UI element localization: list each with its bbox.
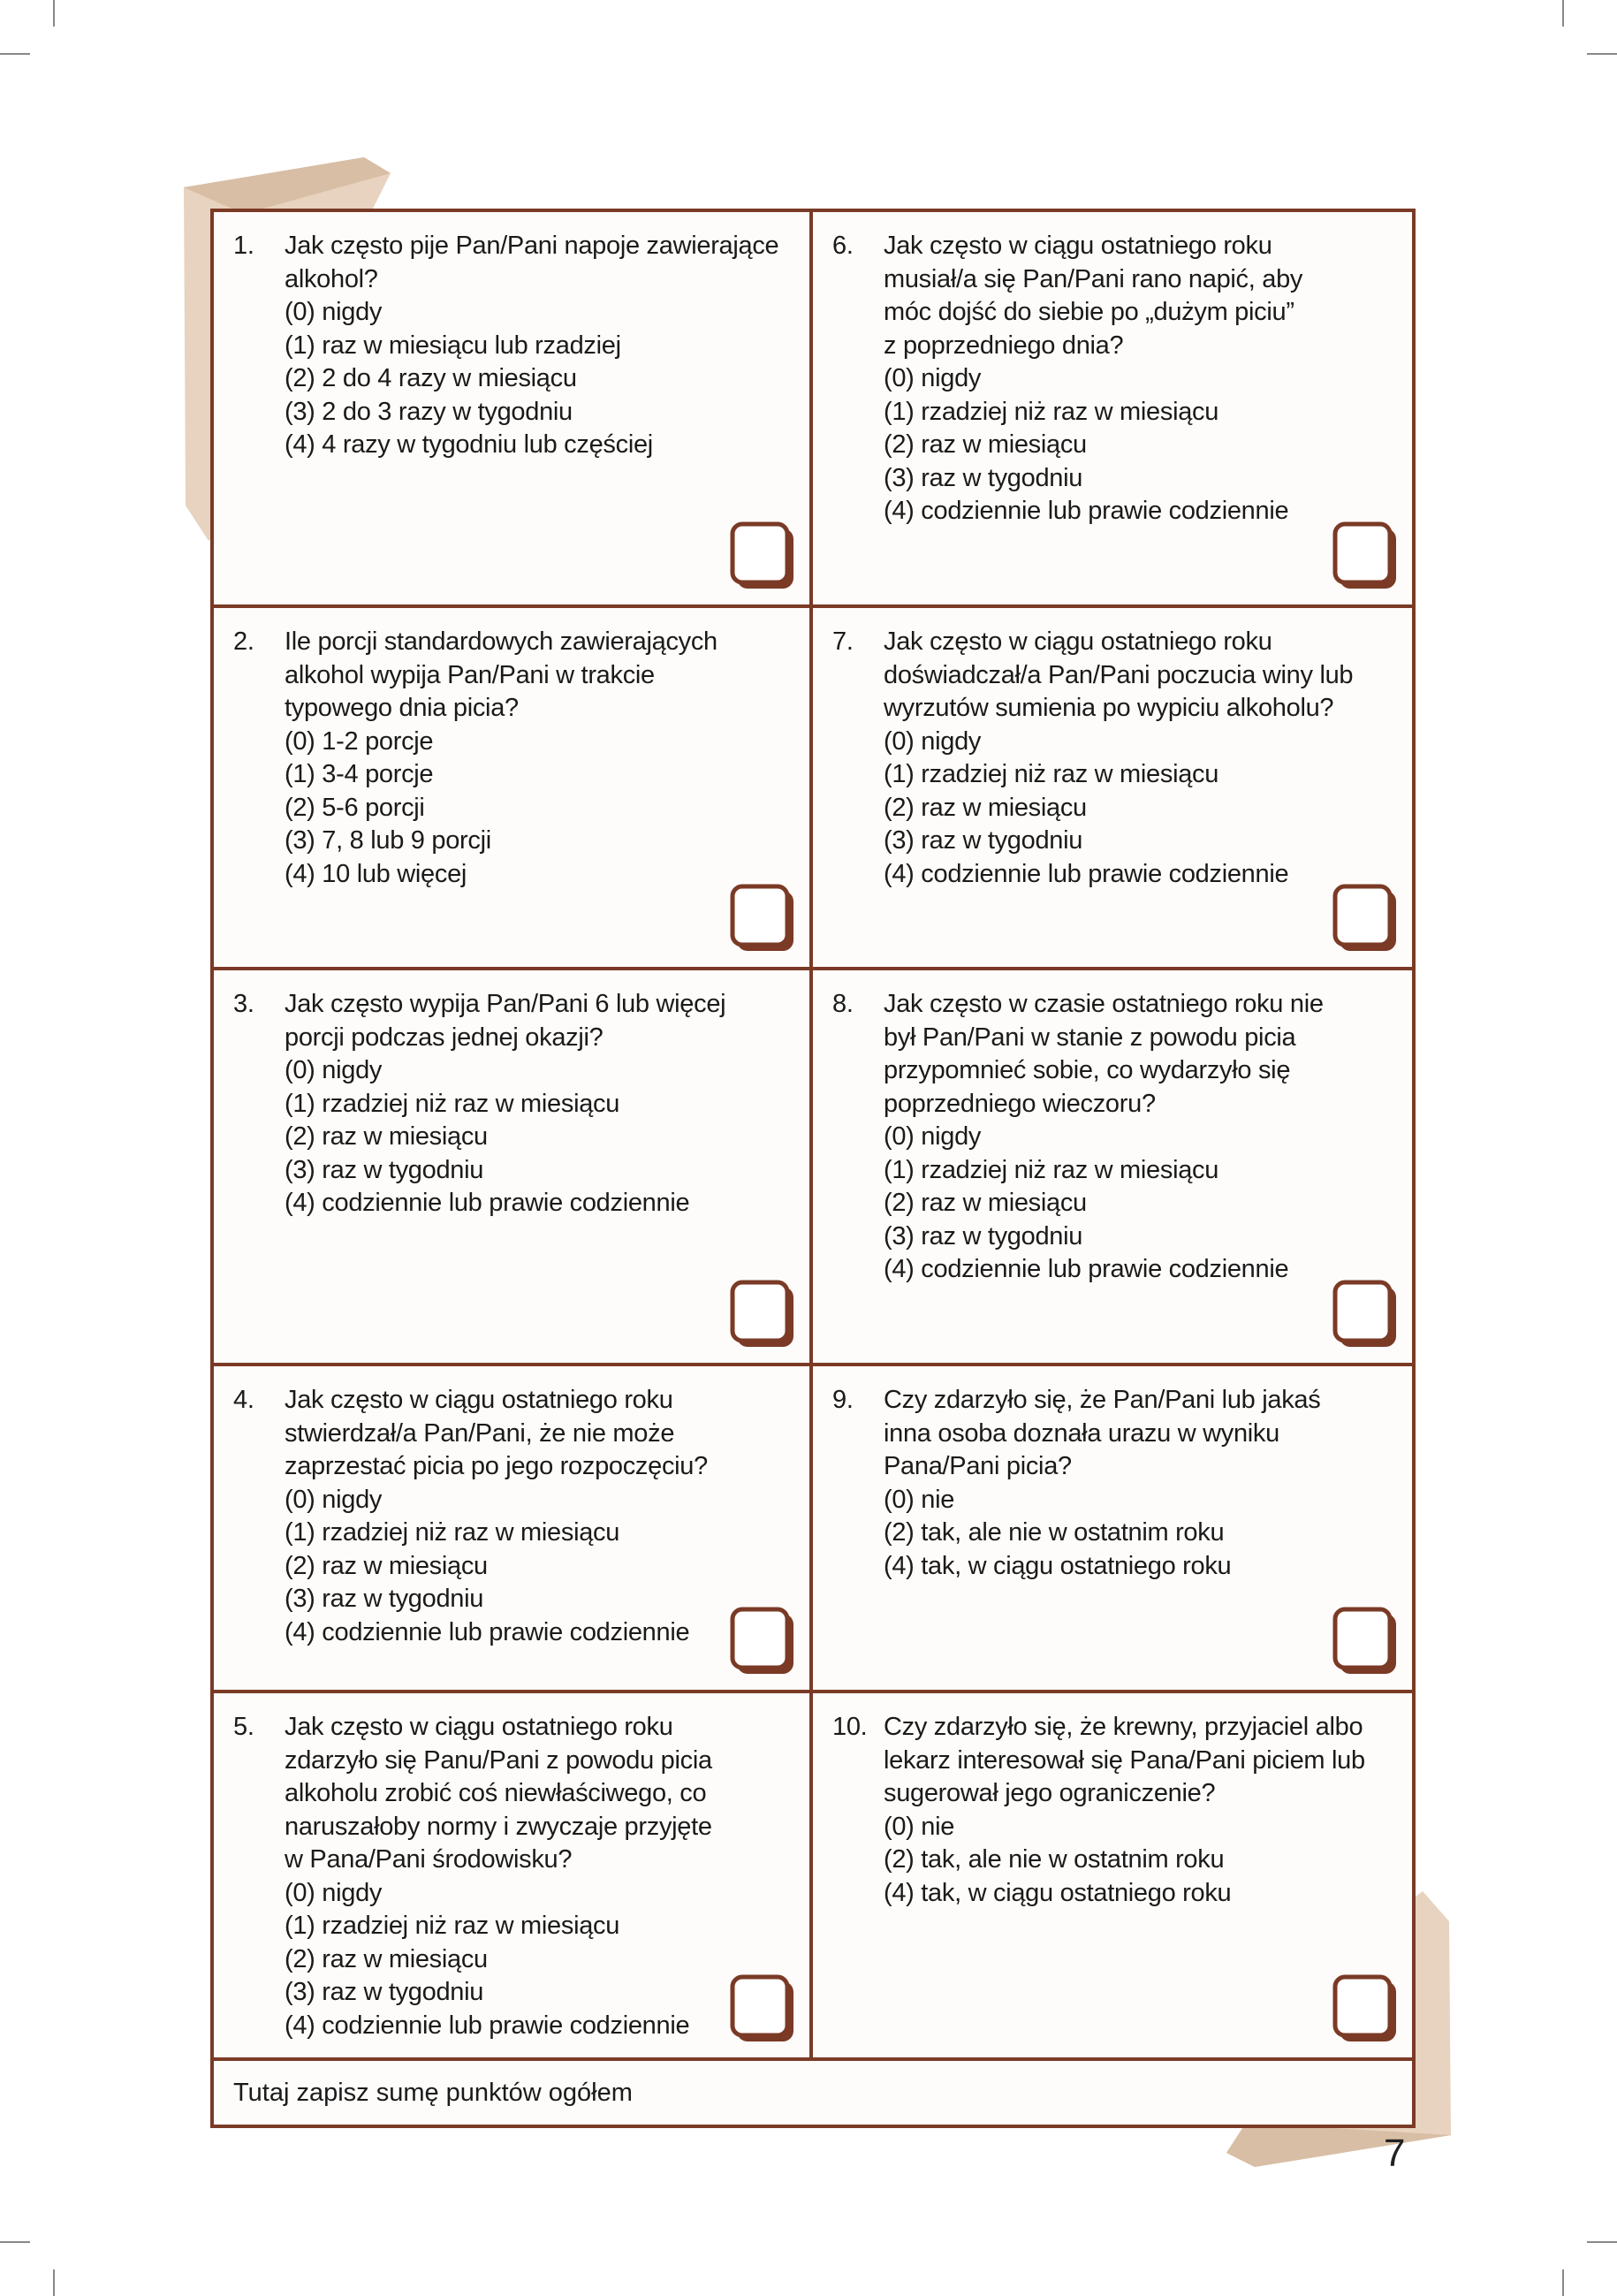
crop-mark xyxy=(0,53,30,55)
question-number: 10. xyxy=(832,1713,868,1741)
question-number: 2. xyxy=(233,627,254,656)
question-cell xyxy=(214,1366,813,1693)
answer-option: (2) tak, ale nie w ostatnim roku xyxy=(884,1518,1225,1547)
answer-option: (0) nigdy xyxy=(884,726,982,756)
question-text-line: stwierdzał/a Pan/Pani, że nie może xyxy=(285,1418,675,1448)
answer-box-icon[interactable] xyxy=(1332,1974,1400,2045)
question-number: 3. xyxy=(233,990,254,1018)
question xyxy=(233,1384,788,1649)
question-number: 9. xyxy=(832,1386,854,1414)
answer-box-icon[interactable] xyxy=(730,1607,797,1677)
answer-box-icon[interactable] xyxy=(730,521,797,592)
page-number: 7 xyxy=(1384,2132,1406,2175)
answer-option: (4) codziennie lub prawie codziennie xyxy=(884,497,1289,525)
question-text-line: alkoholu zrobić coś niewłaściwego, co xyxy=(285,1779,707,1807)
answer-option: (3) raz w tygodniu xyxy=(285,1155,484,1184)
answer-option: (3) 2 do 3 razy w tygodniu xyxy=(285,397,573,426)
question-body xyxy=(285,1384,788,1649)
question-body xyxy=(884,230,1391,528)
question-cell xyxy=(813,1693,1412,2061)
question-number: 6. xyxy=(832,232,854,260)
question-cell xyxy=(813,970,1412,1366)
answer-option: (1) rzadziej niż raz w miesiącu xyxy=(884,397,1219,426)
question-text-line: alkohol? xyxy=(285,264,378,293)
answer-option: (2) raz w miesiącu xyxy=(884,430,1087,459)
answer-option: (3) raz w tygodniu xyxy=(884,1221,1083,1251)
answer-option: (1) rzadziej niż raz w miesiącu xyxy=(884,1155,1219,1184)
answer-option: (2) tak, ale nie w ostatnim roku xyxy=(884,1845,1225,1874)
answer-box-icon[interactable] xyxy=(730,1974,797,2045)
answer-option: (1) rzadziej niż raz w miesiącu xyxy=(285,1518,620,1547)
answer-option: (0) 1-2 porcje xyxy=(285,726,434,756)
question xyxy=(832,988,1391,1287)
answer-option: (0) nigdy xyxy=(285,298,383,326)
question-text-line: inna osoba doznała urazu w wyniku xyxy=(884,1418,1279,1448)
answer-option: (4) 4 razy w tygodniu lub częściej xyxy=(285,430,653,459)
answer-option: (0) nigdy xyxy=(884,364,982,392)
question xyxy=(832,1384,1391,1583)
answer-option: (3) 7, 8 lub 9 porcji xyxy=(285,826,491,855)
crop-mark xyxy=(1587,53,1617,55)
question xyxy=(233,626,788,891)
crop-mark xyxy=(53,2269,55,2296)
answer-option: (0) nigdy xyxy=(884,1122,982,1151)
answer-box-icon[interactable] xyxy=(730,1280,797,1350)
answer-option: (2) 5-6 porcji xyxy=(285,793,425,822)
answer-option: (1) 3-4 porcje xyxy=(285,760,434,788)
question-cell xyxy=(813,608,1412,970)
answer-option: (3) raz w tygodniu xyxy=(884,826,1083,855)
question-text-line: był Pan/Pani w stanie z powodu picia xyxy=(884,1023,1296,1052)
question-text-line: Czy zdarzyło się, że Pan/Pani lub jakaś xyxy=(884,1386,1321,1414)
answer-option: (1) rzadziej niż raz w miesiącu xyxy=(884,760,1219,788)
crop-mark xyxy=(1562,0,1564,27)
question-body xyxy=(884,626,1391,891)
question-body xyxy=(884,1384,1391,1583)
answer-option: (3) raz w tygodniu xyxy=(285,1978,484,2006)
question-number: 8. xyxy=(832,990,854,1018)
answer-option: (4) 10 lub więcej xyxy=(285,859,467,888)
question-cell xyxy=(214,212,813,608)
question-cell xyxy=(214,970,813,1366)
question xyxy=(832,626,1391,891)
question-text-line: alkohol wypija Pan/Pani w trakcie xyxy=(285,660,655,689)
answer-option: (4) codziennie lub prawie codziennie xyxy=(285,1617,690,1646)
answer-option: (1) raz w miesiącu lub rzadziej xyxy=(285,331,621,360)
question-body xyxy=(285,230,788,462)
answer-option: (4) tak, w ciągu ostatniego roku xyxy=(884,1878,1232,1907)
question-text-line: sugerował jego ograniczenie? xyxy=(884,1779,1216,1807)
question-body xyxy=(884,988,1391,1287)
question-text-line: musiał/a się Pan/Pani rano napić, aby xyxy=(884,264,1303,293)
answer-option: (1) rzadziej niż raz w miesiącu xyxy=(285,1912,620,1940)
crop-mark xyxy=(0,2241,30,2243)
answer-option: (2) 2 do 4 razy w miesiącu xyxy=(285,364,577,392)
answer-box-icon[interactable] xyxy=(1332,884,1400,954)
question-cell xyxy=(214,608,813,970)
question-text-line: Jak często w ciągu ostatniego roku xyxy=(285,1713,673,1741)
question-text-line: lekarz interesował się Pana/Pani piciem lub xyxy=(884,1745,1365,1775)
answer-option: (1) rzadziej niż raz w miesiącu xyxy=(285,1089,620,1118)
question xyxy=(233,1711,788,2042)
question-text-line: Jak często w ciągu ostatniego roku xyxy=(285,1386,673,1414)
question xyxy=(832,1711,1391,1910)
answer-option: (4) codziennie lub prawie codziennie xyxy=(884,1255,1289,1283)
answer-box-icon[interactable] xyxy=(1332,1280,1400,1350)
answer-option: (0) nigdy xyxy=(285,1056,383,1084)
question-cell xyxy=(214,1693,813,2061)
question-text-line: przypomnieć sobie, co wydarzyło się xyxy=(884,1056,1291,1084)
answer-option: (2) raz w miesiącu xyxy=(884,793,1087,822)
question-cell xyxy=(813,212,1412,608)
answer-option: (0) nie xyxy=(884,1485,955,1514)
question-text-line: w Pana/Pani środowisku? xyxy=(285,1845,573,1874)
question-text-line: Jak często w ciągu ostatniego roku xyxy=(884,232,1272,260)
question-number: 7. xyxy=(832,627,854,656)
answer-option: (0) nigdy xyxy=(285,1485,383,1514)
question-text-line: zdarzyło się Panu/Pani z powodu picia xyxy=(285,1745,712,1775)
question-body xyxy=(285,626,788,891)
question-text-line: Jak często pije Pan/Pani napoje zawierające xyxy=(285,232,779,260)
crop-mark xyxy=(1587,2241,1617,2243)
question-text-line: z poprzedniego dnia? xyxy=(884,331,1124,360)
question-text-line: typowego dnia picia? xyxy=(285,694,519,722)
question-text-line: porcji podczas jednej okazji? xyxy=(285,1023,604,1052)
question-number: 1. xyxy=(233,232,254,260)
answer-option: (3) raz w tygodniu xyxy=(285,1585,484,1613)
question-text-line: naruszałoby normy i zwyczaje przyjęte xyxy=(285,1812,712,1841)
question-text-line: poprzedniego wieczoru? xyxy=(884,1089,1156,1118)
answer-box-icon[interactable] xyxy=(730,884,797,954)
question-text-line: Jak często w czasie ostatniego roku nie xyxy=(884,990,1324,1018)
question-number: 5. xyxy=(233,1713,254,1741)
crop-mark xyxy=(53,0,55,27)
answer-option: (2) raz w miesiącu xyxy=(285,1122,488,1151)
answer-box-icon[interactable] xyxy=(1332,1607,1400,1677)
answer-option: (0) nigdy xyxy=(285,1878,383,1907)
question-body xyxy=(285,988,788,1220)
answer-option: (2) raz w miesiącu xyxy=(285,1944,488,1973)
answer-option: (3) raz w tygodniu xyxy=(884,463,1083,492)
question xyxy=(233,988,788,1220)
answer-option: (2) raz w miesiącu xyxy=(285,1551,488,1580)
question-text-line: Pana/Pani picia? xyxy=(884,1452,1072,1480)
question-text-line: móc dojść do siebie po „dużym piciu” xyxy=(884,298,1294,326)
question-text-line: wyrzutów sumienia po wypiciu alkoholu? xyxy=(884,694,1334,722)
question-text-line: Jak często w ciągu ostatniego roku xyxy=(884,627,1272,656)
total-score-label: Tutaj zapisz sumę punktów ogółem xyxy=(233,2079,633,2107)
answer-option: (2) raz w miesiącu xyxy=(884,1189,1087,1217)
answer-box-icon[interactable] xyxy=(1332,521,1400,592)
crop-mark xyxy=(1562,2269,1564,2296)
answer-option: (4) codziennie lub prawie codziennie xyxy=(285,1189,690,1217)
question-body xyxy=(884,1711,1391,1910)
question xyxy=(233,230,788,462)
answer-option: (4) codziennie lub prawie codziennie xyxy=(884,859,1289,888)
question-text-line: Czy zdarzyło się, że krewny, przyjaciel albo xyxy=(884,1713,1363,1741)
audit-questionnaire-table xyxy=(210,209,1416,2128)
question-text-line: Jak często wypija Pan/Pani 6 lub więcej xyxy=(285,990,726,1018)
question-number: 4. xyxy=(233,1386,254,1414)
question-text-line: zaprzestać picia po jego rozpoczęciu? xyxy=(285,1452,708,1480)
answer-option: (4) codziennie lub prawie codziennie xyxy=(285,2011,690,2040)
question-text-line: doświadczał/a Pan/Pani poczucia winy lub xyxy=(884,660,1354,689)
question-text-line: Ile porcji standardowych zawierających xyxy=(285,627,717,656)
answer-option: (0) nie xyxy=(884,1812,955,1841)
answer-option: (4) tak, w ciągu ostatniego roku xyxy=(884,1551,1232,1580)
question-body xyxy=(285,1711,788,2042)
question-cell xyxy=(813,1366,1412,1693)
question xyxy=(832,230,1391,528)
